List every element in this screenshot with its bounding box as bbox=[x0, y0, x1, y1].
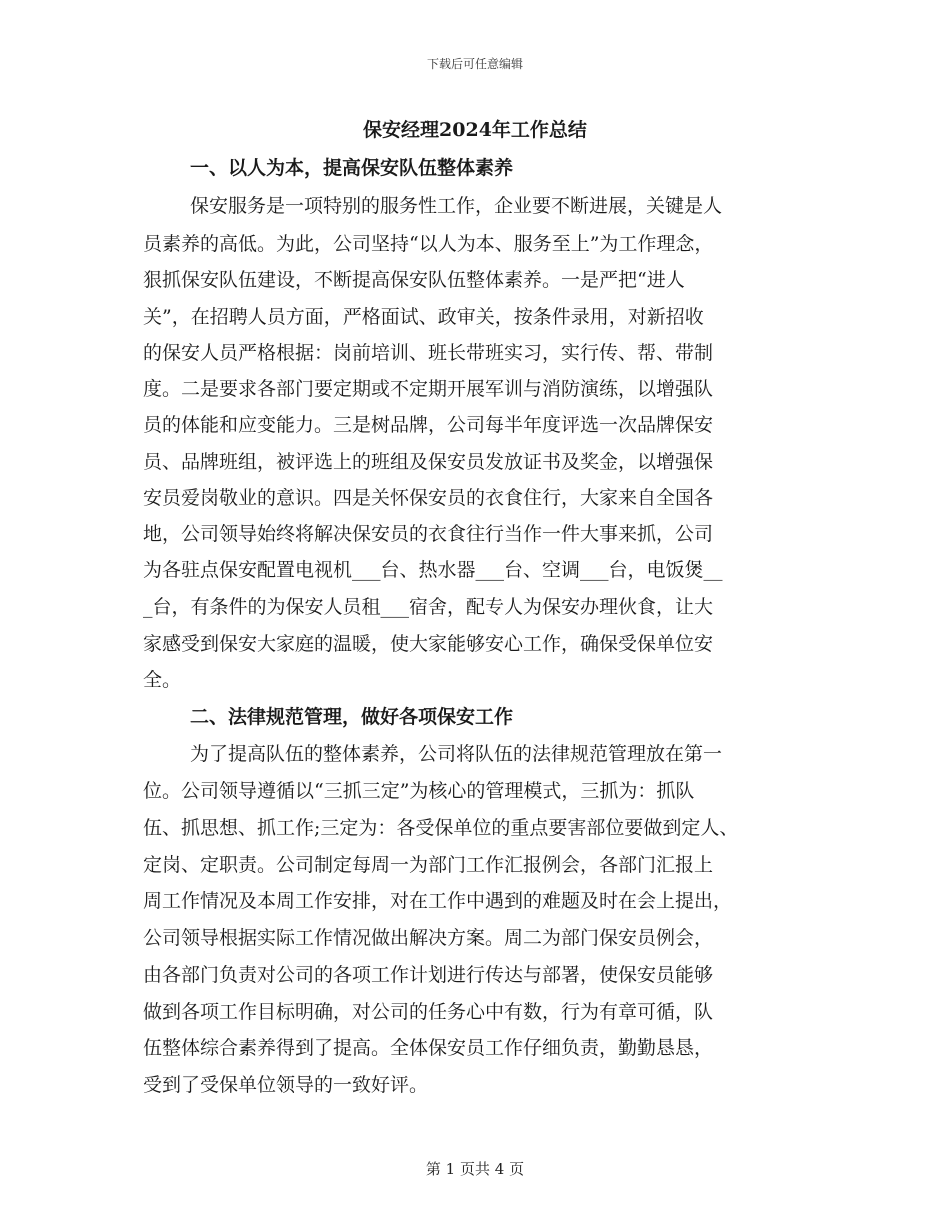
section-2-line-6: 公司领导根据实际工作情况做出解决方案。周二为部门保安员例会， bbox=[143, 927, 714, 949]
section-1-line-12: _台，有条件的为保安人员租___宿舍，配专人为保安办理伙食，让大 bbox=[143, 596, 714, 618]
section-1-line-6: 度。二是要求各部门要定期或不定期开展军训与消防演练，以增强队 bbox=[143, 378, 714, 400]
section-2-line-7: 由各部门负责对公司的各项工作计划进行传达与部署，使保安员能够 bbox=[143, 964, 714, 986]
section-2-line-2: 位。公司领导遵循以“三抓三定”为核心的管理模式，三抓为：抓队 bbox=[143, 780, 695, 802]
section-1-line-3: 狠抓保安队伍建设，不断提高保安队伍整体素养。一是严把“进人 bbox=[143, 269, 685, 291]
section-1-line-14: 全。 bbox=[143, 669, 182, 691]
section-1-line-8: 员、品牌班组，被评选上的班组及保安员发放证书及奖金，以增强保 bbox=[143, 451, 714, 473]
section-1-line-1: 保安服务是一项特别的服务性工作，企业要不断进展，关键是人 bbox=[190, 195, 723, 217]
section-2-line-1: 为了提高队伍的整体素养，公司将队伍的法律规范管理放在第一 bbox=[190, 743, 723, 765]
section-1-line-2: 员素养的高低。为此，公司坚持“以人为本、服务至上”为工作理念， bbox=[143, 233, 714, 255]
section-1-line-7: 员的体能和应变能力。三是树品牌，公司每半年度评选一次品牌保安 bbox=[143, 414, 714, 436]
document-title: 保安经理2024年工作总结 bbox=[363, 119, 587, 141]
section-2-line-8: 做到各项工作目标明确，对公司的任务心中有数，行为有章可循，队 bbox=[143, 1001, 714, 1023]
section-1-line-10: 地，公司领导始终将解决保安员的衣食往行当作一件大事来抓，公司 bbox=[143, 523, 714, 545]
section-2-line-5: 周工作情况及本周工作安排，对在工作中遇到的难题及时在会上提出， bbox=[143, 890, 733, 912]
section-2-line-9: 伍整体综合素养得到了提高。全体保安员工作仔细负责，勤勤恳恳， bbox=[143, 1037, 714, 1059]
section-1-line-13: 家感受到保安大家庭的温暖，使大家能够安心工作，确保受保单位安 bbox=[143, 633, 714, 655]
section-2-heading: 二、法律规范管理，做好各项保安工作 bbox=[190, 706, 514, 728]
section-1-heading: 一、以人为本，提高保安队伍整体素养 bbox=[190, 157, 514, 179]
section-2-line-4: 定岗、定职责。公司制定每周一为部门工作汇报例会，各部门汇报上 bbox=[143, 854, 714, 876]
page-number-footer: 第 1 页共 4 页 bbox=[425, 1160, 525, 1178]
page-header-note: 下载后可任意编辑 bbox=[426, 57, 523, 71]
section-1-line-4: 关”，在招聘人员方面，严格面试、政审关，按条件录用，对新招收 bbox=[143, 306, 704, 328]
section-2-line-3: 伍、抓思想、抓工作;三定为：各受保单位的重点要害部位要做到定人、 bbox=[143, 817, 739, 839]
section-2-line-10: 受到了受保单位领导的一致好评。 bbox=[143, 1074, 429, 1096]
section-1-line-9: 安员爱岗敬业的意识。四是关怀保安员的衣食住行，大家来自全国各 bbox=[143, 487, 714, 509]
section-1-line-11: 为各驻点保安配置电视机___台、热水器___台、空调___台，电饭煲__ bbox=[143, 559, 723, 581]
section-1-line-5: 的保安人员严格根据：岗前培训、班长带班实习，实行传、帮、带制 bbox=[143, 342, 714, 364]
